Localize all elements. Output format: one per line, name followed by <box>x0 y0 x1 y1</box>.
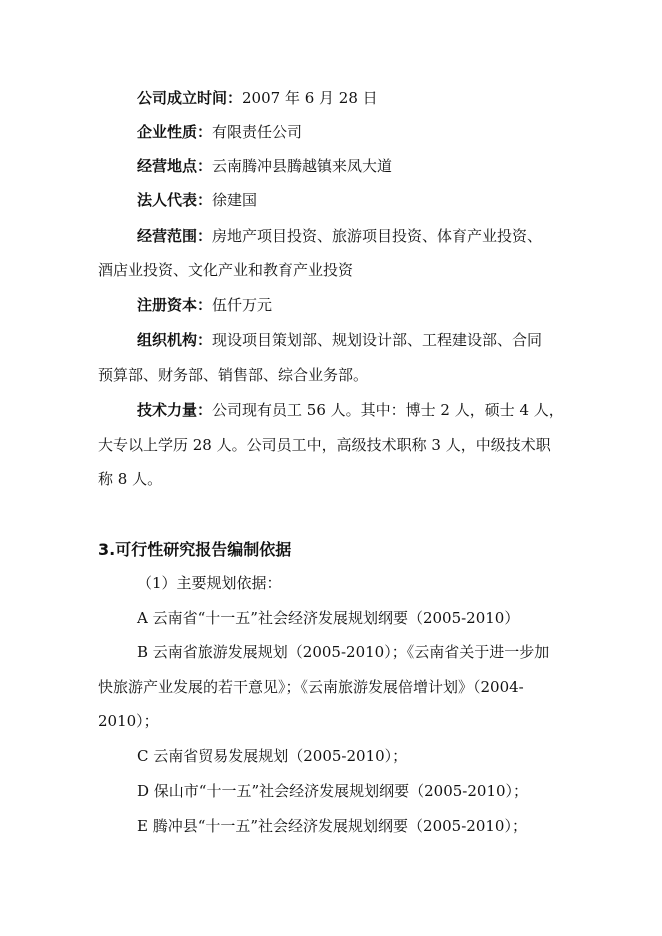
org-line-2: 预算部、财务部、销售部、综合业务部。 <box>98 366 369 384</box>
legal-rep-label: 法人代表： <box>137 191 213 209</box>
subsection-1-title: （1）主要规划依据： <box>137 574 282 592</box>
capital-label: 注册资本： <box>137 296 213 314</box>
tech-label: 技术力量： <box>137 401 213 419</box>
tech-line-3: 称 8 人。 <box>98 470 163 488</box>
nature-line <box>137 123 302 141</box>
capital-value: 伍仟万元 <box>212 296 273 314</box>
established-value: 2007 年 6 月 28 日 <box>242 89 378 107</box>
scope-line-1 <box>137 227 542 245</box>
location-label: 经营地点： <box>137 157 213 175</box>
scope-line-2: 酒店业投资、文化产业和教育产业投资 <box>98 261 354 279</box>
legal-rep-line <box>137 191 257 209</box>
legal-rep-value: 徐建国 <box>212 191 258 209</box>
basis-item-b-line-2: 快旅游产业发展的若干意见》；《云南旅游发展倍增计划》（2004- <box>98 678 524 696</box>
tech-line-2: 大专以上学历 28 人。公司员工中，高级技术职称 3 人，中级技术职 <box>98 436 551 454</box>
org-line-1 <box>137 331 542 349</box>
scope-value-1: 房地产项目投资、旅游项目投资、体育产业投资、 <box>212 227 543 245</box>
location-line <box>137 157 392 175</box>
tech-value-1: 公司现有员工 56 人。其中：博士 2 人，硕士 4 人， <box>212 401 564 419</box>
basis-item-b-line-1: B 云南省旅游发展规划（2005-2010）；《云南省关于进一步加 <box>137 643 550 661</box>
basis-item-d: D 保山市“十一五”社会经济发展规划纲要（2005-2010）； <box>137 782 529 800</box>
capital-line <box>137 296 272 314</box>
basis-item-a: A 云南省“十一五”社会经济发展规划纲要（2005-2010） <box>137 609 520 627</box>
scope-label: 经营范围： <box>137 227 213 245</box>
established-label: 公司成立时间： <box>137 89 243 107</box>
section-3-heading: 3.可行性研究报告编制依据 <box>98 540 292 559</box>
basis-item-e: E 腾冲县“十一五”社会经济发展规划纲要（2005-2010）； <box>137 817 527 835</box>
basis-item-b-line-3: 2010）； <box>98 712 159 730</box>
org-label: 组织机构： <box>137 331 213 349</box>
nature-value: 有限责任公司 <box>212 123 303 141</box>
established-line <box>137 89 378 107</box>
location-value: 云南腾冲县腾越镇来凤大道 <box>212 157 393 175</box>
org-value-1: 现设项目策划部、规划设计部、工程建设部、合同 <box>212 331 543 349</box>
nature-label: 企业性质： <box>137 123 213 141</box>
tech-line-1 <box>137 401 564 419</box>
basis-item-c: C 云南省贸易发展规划（2005-2010）； <box>137 747 408 765</box>
